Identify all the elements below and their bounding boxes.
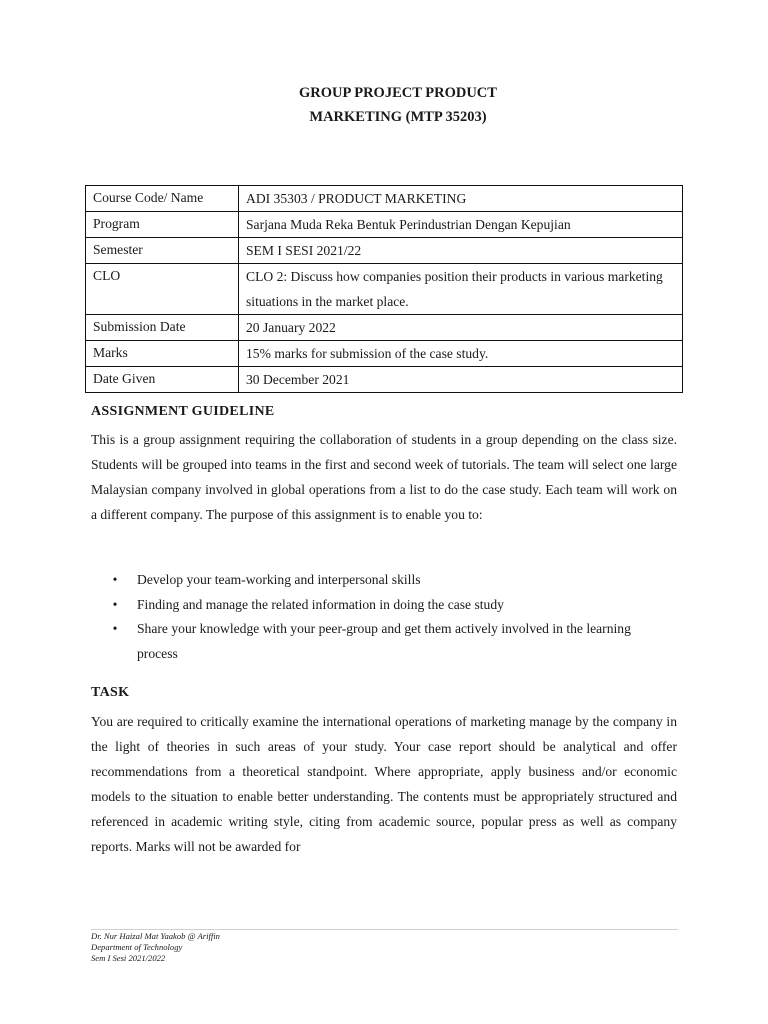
course-code-value: ADI 35303 / PRODUCT MARKETING (239, 186, 683, 212)
bullet-icon: • (112, 572, 118, 587)
table-row (86, 315, 683, 341)
list-item-text: Develop your team-working and interpersonal skills (137, 572, 421, 587)
table-row (86, 186, 683, 212)
course-code-label: Course Code/ Name (86, 186, 239, 212)
list-item (91, 568, 651, 593)
date-given-label: Date Given (86, 367, 239, 393)
list-item-text: Share your knowledge with your peer-group and get them actively involved in the learning process (137, 621, 631, 661)
semester-label: Semester (86, 238, 239, 264)
task-heading: TASK (91, 685, 130, 700)
list-item (91, 593, 651, 618)
marks-label: Marks (86, 341, 239, 367)
submission-date-value: 20 January 2022 (239, 315, 683, 341)
marks-value: 15% marks for submission of the case study. (239, 341, 683, 367)
clo-value: CLO 2: Discuss how companies position their products in various marketing situations in the market place. (239, 264, 683, 315)
task-paragraph: You are required to critically examine the international operations of marketing manage by the company in the light of theories in such areas of your study. Your case report should be analytical and offer recommendations from a theoretical standpoint. Where appropriate, apply business and/or economic models to the situation to enable better understanding. The contents must be appropriately structured and referenced in academic writing style, citing from academic source, popular press as well as company reports. Marks will not be awarded for (91, 714, 677, 854)
table-row (86, 367, 683, 393)
footer-author: Dr. Nur Haizal Mat Yaakob @ Ariffin (91, 931, 220, 941)
table-row (86, 264, 683, 315)
program-label: Program (86, 212, 239, 238)
purpose-list (91, 568, 651, 666)
clo-label: CLO (86, 264, 239, 315)
course-info-table (85, 185, 683, 393)
bullet-icon: • (112, 596, 118, 612)
guideline-paragraph: This is a group assignment requiring the collaboration of students in a group depending on the class size. Students will be grouped into teams in the first and second week of tutorials. The team will select one large Malaysian company involved in global operations from a list to do the case study. Each team will work on a different company. The purpose of this assignment is to enable you to: (91, 432, 677, 522)
table-row (86, 212, 683, 238)
page-footer (91, 931, 220, 964)
program-value: Sarjana Muda Reka Bentuk Perindustrian Dengan Kepujian (239, 212, 683, 238)
assignment-guideline-heading: ASSIGNMENT GUIDELINE (91, 404, 275, 419)
document-title-line-1: GROUP PROJECT PRODUCT (299, 85, 497, 101)
date-given-value: 30 December 2021 (239, 367, 683, 393)
submission-date-label: Submission Date (86, 315, 239, 341)
semester-value: SEM I SESI 2021/22 (239, 238, 683, 264)
list-item-text: Finding and manage the related information in doing the case study (137, 596, 504, 612)
bullet-icon: • (112, 621, 118, 636)
footer-divider (91, 929, 678, 930)
table-row (86, 341, 683, 367)
list-item (91, 617, 651, 666)
table-row (86, 238, 683, 264)
document-title-line-2: MARKETING (MTP 35203) (309, 109, 487, 125)
footer-semester: Sem I Sesi 2021/2022 (91, 953, 166, 963)
footer-department: Department of Technology (91, 942, 183, 952)
